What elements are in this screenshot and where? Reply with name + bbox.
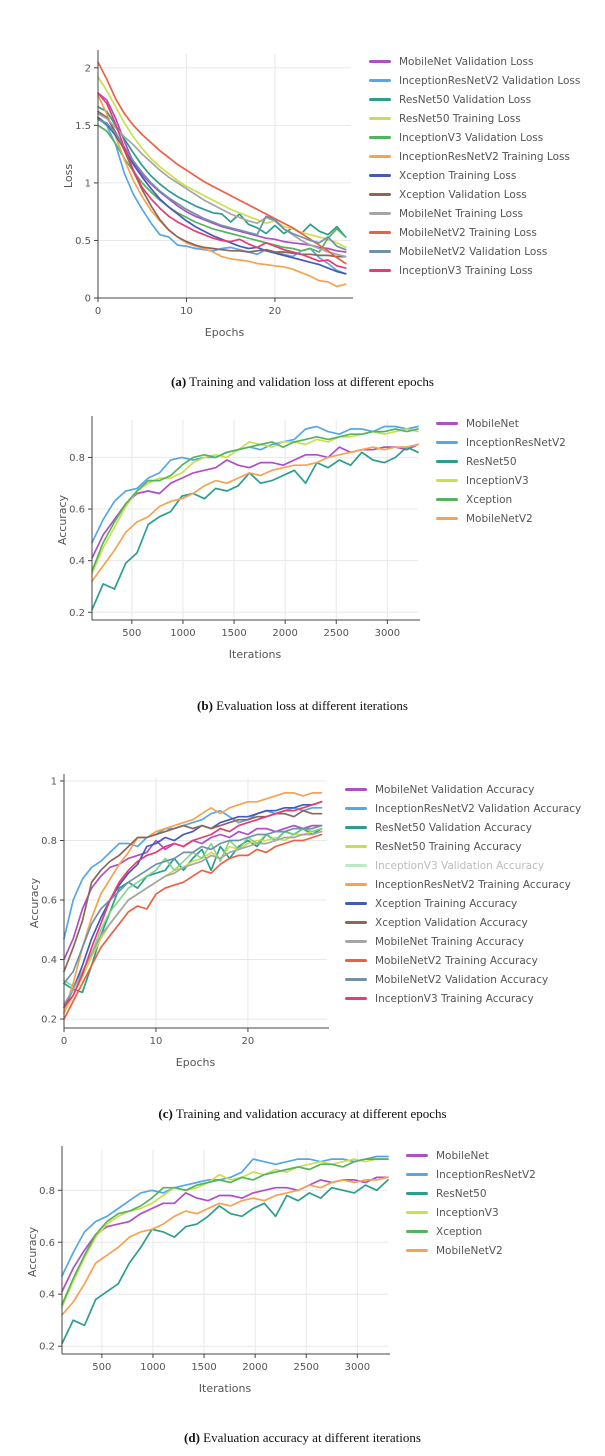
chart-c-legend	[345, 766, 581, 1008]
legend-item-xception-validation-loss[interactable]	[369, 185, 580, 204]
legend-swatch	[369, 231, 391, 234]
chart-canvas-b[interactable]	[56, 408, 424, 666]
legend-label: ResNet50 Training Loss	[399, 112, 521, 125]
legend-item-mobilenetv2[interactable]	[406, 1241, 536, 1260]
legend-item-inceptionv3-training-accuracy[interactable]	[345, 989, 581, 1008]
legend-item-mobilenetv2-training-loss[interactable]	[369, 223, 580, 242]
legend-item-inceptionv3-training-loss[interactable]	[369, 261, 580, 280]
x-tick-label: 500	[92, 1362, 112, 1373]
legend-swatch	[369, 79, 391, 82]
legend-label: InceptionResNetV2	[436, 1168, 536, 1181]
legend-swatch	[369, 269, 391, 272]
legend-label: ResNet50 Training Accuracy	[375, 840, 522, 853]
chart-canvas-d[interactable]	[26, 1138, 394, 1400]
y-tick-label: 0.5	[75, 235, 91, 247]
y-tick-label: 0.6	[41, 895, 57, 907]
series-line-inceptionv3-validation-loss[interactable]	[98, 125, 346, 252]
legend-label: InceptionResNetV2	[466, 436, 566, 449]
legend-label: InceptionResNetV2 Validation Loss	[399, 74, 581, 87]
legend-label: InceptionV3	[436, 1206, 499, 1219]
legend-label: InceptionV3 Validation Accuracy	[375, 859, 545, 872]
y-tick-label: 0.8	[41, 836, 57, 847]
chart-b-legend	[436, 408, 566, 528]
legend-item-mobilenetv2-training-accuracy[interactable]	[345, 951, 581, 970]
legend-item-xception-training-loss[interactable]	[369, 166, 580, 185]
legend-label: InceptionResNetV2 Validation Accuracy	[375, 802, 582, 815]
legend-swatch	[436, 422, 458, 425]
legend-label: ResNet50	[466, 455, 517, 468]
y-tick-label: 0.4	[41, 955, 57, 967]
legend-swatch	[369, 250, 391, 253]
x-tick-label: 3000	[374, 628, 401, 639]
legend-swatch	[345, 845, 367, 848]
legend-item-resnet50-validation-loss[interactable]	[369, 90, 580, 109]
legend-swatch	[345, 883, 367, 886]
x-tick-label: 1500	[221, 628, 247, 639]
y-tick-label: 0.2	[39, 1341, 55, 1353]
legend-label: MobileNetV2 Validation Accuracy	[375, 973, 549, 986]
legend-label: InceptionResNetV2 Training Loss	[399, 150, 570, 163]
y-tick-label: 0.4	[69, 556, 85, 568]
legend-label: MobileNetV2 Training Accuracy	[375, 954, 538, 967]
legend-swatch	[345, 826, 367, 829]
legend-item-resnet50-training-loss[interactable]	[369, 109, 580, 128]
x-tick-label: 2500	[323, 628, 349, 639]
y-tick-label: 0.6	[69, 504, 85, 516]
legend-label: ResNet50	[436, 1187, 487, 1200]
y-axis-title: Accuracy	[28, 877, 41, 929]
chart-c-accuracy-vs-epochs[interactable]	[28, 766, 333, 1078]
legend-swatch	[369, 193, 391, 196]
caption-label: (b)	[197, 698, 213, 713]
figure-b-caption	[0, 698, 605, 714]
legend-item-xception[interactable]	[436, 490, 566, 509]
chart-a-loss-vs-epochs[interactable]	[62, 42, 357, 348]
x-tick-label: 10	[149, 1036, 163, 1047]
caption-text: Evaluation loss at different iterations	[212, 698, 408, 713]
series-line-inceptionresnetv2-training-accuracy[interactable]	[64, 793, 322, 1013]
figure-c-caption	[0, 1106, 605, 1122]
figure-a	[0, 42, 605, 390]
x-tick-label: 1500	[191, 1362, 217, 1373]
legend-item-inceptionresnetv2-validation-accuracy[interactable]	[345, 799, 581, 818]
chart-b-eval-loss-vs-iterations[interactable]	[56, 408, 424, 670]
y-tick-label: 0.2	[41, 1014, 57, 1026]
y-tick-label: 0	[84, 293, 91, 305]
legend-item-mobilenet-validation-accuracy[interactable]	[345, 780, 581, 799]
y-tick-label: 0.8	[39, 1185, 55, 1197]
y-tick-label: 1	[84, 178, 91, 190]
figure-c	[0, 766, 605, 1122]
legend-item-mobilenet-training-accuracy[interactable]	[345, 932, 581, 951]
legend-swatch	[436, 441, 458, 444]
legend-swatch	[345, 902, 367, 905]
legend-swatch	[369, 174, 391, 177]
legend-item-resnet50-training-accuracy[interactable]	[345, 837, 581, 856]
legend-label: Xception Validation Accuracy	[375, 916, 528, 929]
legend-item-resnet50[interactable]	[406, 1184, 536, 1203]
x-tick-label: 500	[122, 628, 142, 639]
x-tick-label: 1000	[170, 628, 196, 639]
legend-label: InceptionV3 Training Loss	[399, 264, 533, 277]
figure-d	[0, 1138, 605, 1446]
legend-swatch	[345, 788, 367, 791]
legend-label: Xception	[466, 493, 513, 506]
legend-label: InceptionV3 Training Accuracy	[375, 992, 534, 1005]
x-tick-label: 2000	[242, 1362, 268, 1373]
legend-swatch	[436, 460, 458, 463]
legend-swatch	[369, 117, 391, 120]
legend-label: MobileNet Validation Accuracy	[375, 783, 535, 796]
legend-item-inceptionresnetv2-training-accuracy[interactable]	[345, 875, 581, 894]
chart-d-eval-accuracy-vs-iterations[interactable]	[26, 1138, 394, 1404]
legend-swatch	[369, 155, 391, 158]
series-line-inceptionv3[interactable]	[92, 429, 418, 574]
y-axis-title: Loss	[62, 163, 75, 189]
legend-label: MobileNetV2 Training Loss	[399, 226, 537, 239]
legend-label: MobileNet Validation Loss	[399, 55, 534, 68]
legend-item-resnet50[interactable]	[436, 452, 566, 471]
legend-item-inceptionv3-validation-accuracy[interactable]	[345, 856, 581, 875]
legend-swatch	[369, 60, 391, 63]
chart-canvas-a[interactable]	[62, 42, 357, 344]
legend-label: MobileNet	[466, 417, 519, 430]
legend-swatch	[345, 940, 367, 943]
legend-swatch	[345, 997, 367, 1000]
legend-swatch	[345, 807, 367, 810]
x-axis-title: Epochs	[204, 326, 245, 339]
legend-item-mobilenet[interactable]	[406, 1146, 536, 1165]
caption-text: Training and validation loss at different epochs	[186, 374, 434, 389]
y-tick-label: 1	[50, 776, 57, 788]
legend-item-xception[interactable]	[406, 1222, 536, 1241]
series-line-mobilenet[interactable]	[62, 1177, 388, 1291]
y-axis-title: Accuracy	[56, 494, 69, 546]
x-axis-title: Epochs	[175, 1056, 216, 1069]
y-tick-label: 0.4	[39, 1289, 55, 1301]
legend-label: MobileNetV2 Validation Loss	[399, 245, 548, 258]
legend-swatch	[436, 517, 458, 520]
x-tick-label: 0	[60, 1036, 68, 1047]
caption-label: (c)	[158, 1106, 173, 1121]
series-line-inceptionresnetv2[interactable]	[62, 1157, 388, 1277]
legend-label: InceptionResNetV2 Training Accuracy	[375, 878, 571, 891]
x-tick-label: 3000	[344, 1362, 371, 1373]
figure-a-caption	[0, 374, 605, 390]
series-line-resnet50[interactable]	[92, 447, 418, 610]
legend-swatch	[369, 136, 391, 139]
legend-label: MobileNet Training Loss	[399, 207, 524, 220]
legend-label: ResNet50 Validation Loss	[399, 93, 532, 106]
y-tick-label: 2	[84, 63, 91, 75]
legend-item-inceptionresnetv2[interactable]	[436, 433, 566, 452]
x-tick-label: 2500	[293, 1362, 319, 1373]
legend-item-inceptionresnetv2-training-loss[interactable]	[369, 147, 580, 166]
legend-item-mobilenet[interactable]	[436, 414, 566, 433]
chart-canvas-c[interactable]	[28, 766, 333, 1074]
x-axis-title: Iterations	[198, 1382, 252, 1395]
y-tick-label: 0.6	[39, 1237, 55, 1249]
legend-item-mobilenet-training-loss[interactable]	[369, 204, 580, 223]
legend-label: MobileNetV2	[466, 512, 533, 525]
caption-text: Training and validation accuracy at different epochs	[172, 1106, 447, 1121]
legend-item-resnet50-validation-accuracy[interactable]	[345, 818, 581, 837]
legend-item-inceptionv3[interactable]	[436, 471, 566, 490]
legend-swatch	[406, 1154, 428, 1157]
legend-item-inceptionresnetv2[interactable]	[406, 1165, 536, 1184]
x-tick-label: 0	[94, 306, 102, 317]
x-tick-label: 20	[268, 306, 282, 317]
legend-label: MobileNet Training Accuracy	[375, 935, 524, 948]
legend-label: MobileNet	[436, 1149, 489, 1162]
legend-swatch	[406, 1211, 428, 1214]
legend-swatch	[406, 1192, 428, 1195]
legend-swatch	[406, 1249, 428, 1252]
y-tick-label: 0.2	[69, 607, 85, 619]
legend-swatch	[436, 498, 458, 501]
legend-label: ResNet50 Validation Accuracy	[375, 821, 533, 834]
caption-label: (d)	[184, 1430, 200, 1445]
legend-label: MobileNetV2	[436, 1244, 503, 1257]
legend-item-inceptionv3[interactable]	[406, 1203, 536, 1222]
legend-item-inceptionv3-validation-loss[interactable]	[369, 128, 580, 147]
x-axis-title: Iterations	[228, 648, 282, 661]
x-tick-label: 20	[241, 1036, 255, 1047]
figure-b	[0, 408, 605, 714]
caption-label: (a)	[171, 374, 187, 389]
x-tick-label: 2000	[272, 628, 298, 639]
y-tick-label: 0.8	[69, 452, 85, 464]
chart-d-legend	[406, 1138, 536, 1260]
legend-item-mobilenetv2-validation-loss[interactable]	[369, 242, 580, 261]
legend-swatch	[436, 479, 458, 482]
chart-a-legend	[369, 42, 580, 280]
legend-swatch	[345, 978, 367, 981]
x-tick-label: 10	[180, 306, 193, 317]
legend-item-mobilenet-validation-loss[interactable]	[369, 52, 580, 71]
legend-label: Xception Training Loss	[399, 169, 517, 182]
legend-swatch	[406, 1173, 428, 1176]
x-tick-label: 1000	[140, 1362, 166, 1373]
y-tick-label: 1.5	[75, 120, 91, 132]
legend-swatch	[345, 921, 367, 924]
legend-swatch	[369, 212, 391, 215]
legend-item-mobilenetv2[interactable]	[436, 509, 566, 528]
legend-swatch	[345, 959, 367, 962]
legend-swatch	[369, 98, 391, 101]
legend-label: Xception	[436, 1225, 483, 1238]
y-axis-title: Accuracy	[26, 1226, 39, 1278]
caption-text: Evaluation accuracy at different iterations	[199, 1430, 421, 1445]
legend-label: InceptionV3	[466, 474, 529, 487]
legend-label: InceptionV3 Validation Loss	[399, 131, 544, 144]
series-line-inceptionv3-training-loss[interactable]	[98, 93, 346, 268]
legend-item-xception-training-accuracy[interactable]	[345, 894, 581, 913]
legend-swatch	[345, 864, 367, 867]
legend-item-mobilenetv2-validation-accuracy[interactable]	[345, 970, 581, 989]
legend-item-inceptionresnetv2-validation-loss[interactable]	[369, 71, 580, 90]
legend-swatch	[406, 1230, 428, 1233]
legend-label: Xception Validation Loss	[399, 188, 527, 201]
legend-item-xception-validation-accuracy[interactable]	[345, 913, 581, 932]
legend-label: Xception Training Accuracy	[375, 897, 518, 910]
figure-d-caption	[0, 1430, 605, 1446]
